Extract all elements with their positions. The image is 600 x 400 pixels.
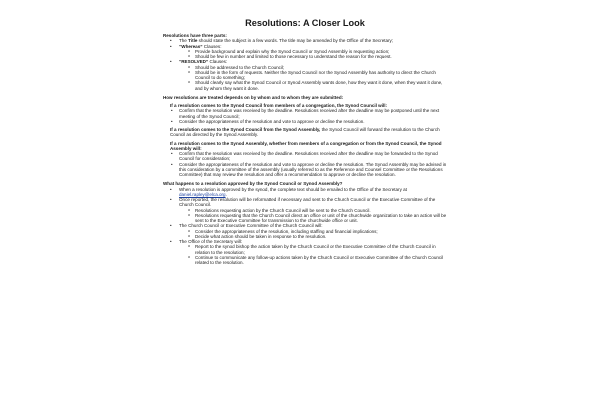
list-item: • Consider the appropriateness of the resolution and vote to approve or decline the resolution.: [163, 119, 447, 124]
list-item: o Should clearly say what the Synod Council or Synod Assembly wants done, how they want it done, when they want it done, and by whom they want it done.: [179, 80, 447, 91]
list-item-resolved: • “RESOLVED” Clauses: o Should be addressed to the Church Council; o Should be in the form of requests. Neither the Synod Council nor the Synod Assembly has authority to direct the Church Council to do something; o Should clearly say what the Synod Council or Synod Assembly wants done, how they want it done, when they want it done, and by whom they want it done.: [163, 59, 447, 91]
list-item: • Confirm that the resolution was received by the deadline. Resolutions received after the deadline may be forwarded to the Synod Council for consideration;: [163, 151, 447, 162]
list-item-council: • The Church Council or Executive Committee of the Church Council will: o Consider the appropriateness of the resolution, including staffing and financial implications; o Decide what action should be taken in response to the resolution.: [163, 223, 447, 239]
list-item-email: • When a resolution is approved by the synod, the complete text should be emailed to the Office of the Secretary at daniel.rapley@elca.org.: [163, 187, 447, 198]
list-item: • Consider the appropriateness of the resolution and vote to approve or decline the resolution. The Synod Assembly may be advised in this consideration by a committee of the assembly (usually referred to as the Reference and Counsel Committee or the Resolutions Committee) that may review the resolution and offer a recommendation to approve or decline the resolution.: [163, 162, 447, 178]
secretary-sublist: [179, 244, 447, 265]
list-item-secretary: • The Office of the Secretary will: o Report to the synod bishop the action taken by the Church Council or the Executive Committee of the Church Council in relation to the resolution; o Continue to communicate any follow-up actions taken by the Church Council or Executive Committee of the Church Council related to the resolution.: [163, 239, 447, 265]
reformat-sublist: [179, 208, 447, 224]
section-heading-treated: How resolutions are treated depends on by whom and to whom they are submitted:: [163, 94, 344, 100]
list-item: o Resolutions requesting that the Church Council direct an office or unit of the churchwide organization to take an action will be sent to the Executive Committee for transmission to the churchwide office or unit.: [179, 213, 447, 224]
list-item: o Provide background and explain why the Synod Council or Synod Assembly is requesting action;: [179, 49, 447, 54]
list-item-reformat: • Once reported, the resolution will be reformatted if necessary and sent to the Church Council or the Executive Committee of the Church Council. o Resolutions requesting action by the Church Council will be sent to the Church Council. o Resolutions requesting that the Church Council direct an office or unit of the churchwide organization to take an action will be sent to the Executive Committee for transmission to the churchwide office or unit.: [163, 197, 447, 223]
council-sublist: [179, 229, 447, 240]
page-title: Resolutions: A Closer Look: [245, 18, 365, 28]
resolved-sublist: [179, 65, 447, 91]
document-page: [163, 18, 447, 265]
list-item: o Should be few in number and limited to those necessary to understand the reason for the request.: [179, 54, 447, 59]
assembly-lead: If a resolution comes to the Synod Assembly, whether from members of a congregation or from the Synod Council, the Synod Assembly will:: [170, 140, 442, 151]
assembly-to-council-paragraph: If a resolution comes to the Synod Council from the Synod Assembly, the Synod Council will forward the resolution to the Church Council as directed by the Synod Assembly.: [170, 127, 440, 138]
list-item: o Decide what action should be taken in response to the resolution.: [179, 234, 447, 239]
list-item: o Should be in the form of requests. Neither the Synod Council nor the Synod Assembly has authority to direct the Church Council to do something;: [179, 70, 447, 81]
section-heading-parts: Resolutions have three parts:: [163, 33, 227, 38]
list-item: • Confirm that the resolution was received by the deadline. Resolutions received after the deadline may be postponed until the next meeting of the Synod Council;: [163, 108, 447, 119]
assembly-list: [163, 151, 447, 177]
email-link[interactable]: daniel.rapley@elca.org: [179, 191, 226, 197]
list-item-whereas: • “Whereas” Clauses: o Provide background and explain why the Synod Council or Synod Assembly is requesting action; o Should be few in number and limited to those necessary to understand the reason for the request.: [163, 44, 447, 60]
list-item: o Consider the appropriateness of the resolution, including staffing and financial implications;: [179, 229, 447, 234]
congregation-lead: If a resolution comes to the Synod Council from members of a congregation, the Synod Council will:: [170, 103, 388, 108]
congregation-list: [163, 108, 447, 124]
list-item: o Should be addressed to the Church Council;: [179, 65, 447, 70]
approved-list: [163, 187, 447, 266]
parts-list: [163, 38, 447, 91]
list-item: o Report to the synod bishop the action taken by the Church Council or the Executive Committee of the Church Council in relation to the resolution;: [179, 244, 447, 255]
list-item: o Resolutions requesting action by the Church Council will be sent to the Church Council.: [179, 208, 447, 213]
whereas-sublist: [179, 49, 447, 60]
section-heading-approved: What happens to a resolution approved by the Synod Council or Synod Assembly?: [163, 181, 343, 187]
list-item: o Continue to communicate any follow-up actions taken by the Church Council or Executive Committee of the Church Council related to the resolution.: [179, 255, 447, 266]
list-item-title: • The Title should state the subject in a few words. The title may be amended by the Office of the Secretary;: [163, 38, 447, 43]
